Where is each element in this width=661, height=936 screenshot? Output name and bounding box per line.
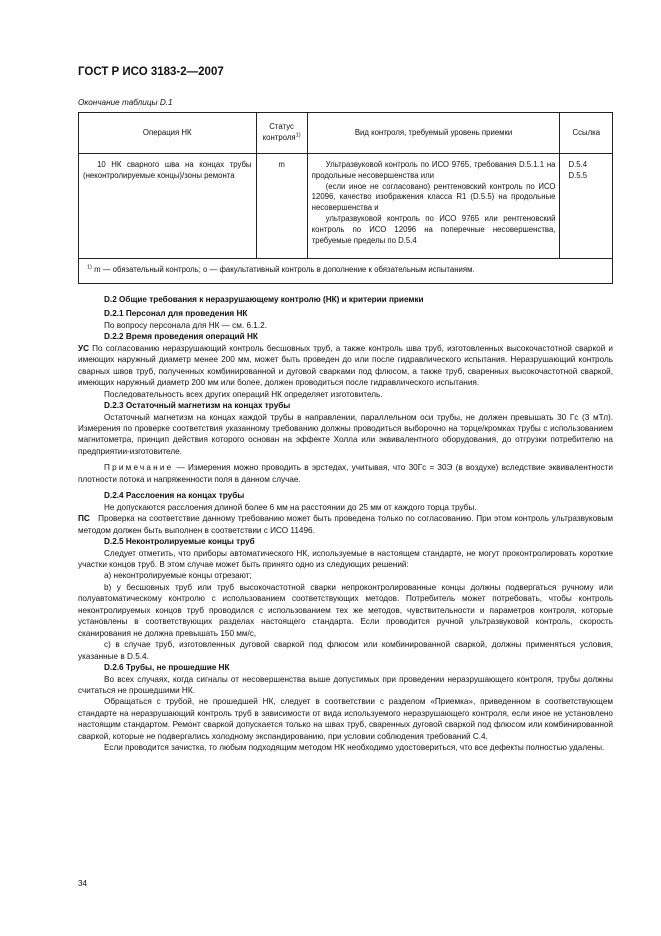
- list-item-b: b) у бесшовных труб или труб высокочастотной сварки непроконтролированные концы должны подвергаться ручному или полуавтоматическому контролю с использованием соответствующих методов. Потребитель может потребовать, чтобы контроль неконтролируемых концов труб проводился с использованием тех же методов, чувствительности и параметров контроля, которые установлены в соответствующих разделах настоящего стандарта. Если проводится ручной ультразвуковой контроль, скорость сканирования не должна превышать 150 мм/с,: [78, 582, 613, 638]
- header-status-text: Статус контроля: [262, 122, 296, 142]
- header-status: [256, 113, 307, 154]
- document-header: ГОСТ Р ИСО 3183-2—2007: [78, 66, 224, 78]
- paragraph-ps: [78, 513, 613, 536]
- paragraph: По вопросу персонала для НК — см. 6.1.2.: [104, 320, 267, 330]
- header-operation: Операция НК: [79, 113, 257, 154]
- section-heading-d26: D.2.6 Трубы, не прошедшие НК: [104, 663, 230, 673]
- section-heading-d24: D.2.4 Расслоения на концах трубы: [104, 491, 245, 501]
- section-heading-d2: D.2 Общие требования к неразрушающему контролю (НК) и критерии приемки: [104, 295, 424, 304]
- section-heading-d25: D.2.5 Неконтролируемые концы труб: [104, 537, 255, 547]
- section-heading-d22: D.2.2 Время проведения операций НК: [104, 332, 258, 342]
- note: [78, 462, 613, 485]
- paragraph: Если проводится зачистка, то любым подходящим методом НК необходимо удостовериться, что все дефекты полностью удалены.: [104, 743, 605, 753]
- table-d1: [78, 112, 613, 284]
- header-type: Вид контроля, требуемый уровень приемки: [307, 113, 560, 154]
- section-heading-d21: D.2.1 Персонал для проведения НК: [104, 309, 248, 319]
- cell-type: [307, 154, 560, 259]
- paragraph: Не допускаются расслоения длиной более 6 мм на расстоянии до 25 мм от каждого торца трубы.: [104, 502, 477, 512]
- ref-item: D.5.5: [568, 170, 588, 180]
- section-heading-d23: D.2.3 Остаточный магнетизм на концах трубы: [104, 401, 291, 411]
- us-label: УС: [78, 343, 90, 353]
- table-footnote-row: [79, 259, 613, 284]
- note-text: — Измерения можно проводить в эрстедах, учитывая, что 30Гс = 30Э (в воздухе) вследствие эквивалентности плотности потока и напряженности поля в данном случае.: [78, 463, 613, 484]
- cell-status: m: [256, 154, 307, 259]
- cell-operation: 10 НК сварного шва на концах трубы (неконтролируемые концы)/зоны ремонта: [79, 154, 257, 259]
- cell-ref: [560, 154, 613, 259]
- paragraph: Обращаться с трубой, не прошедшей НК, следует в соответствии с разделом «Приемка», приведенном в соответствующем стандарте на неразрушающий контроль труб в зависимости от вида используемого неразрушающего контроля, если иное не установлено настоящим стандартом. Ремонт сваркой допускается только на швах труб, сваренных дуговой сваркой под флюсом или комбинированной сваркой, которые не подвергались холодному экспандированию, при условии соблюдения требований С.4.: [78, 697, 613, 741]
- type-line: (если иное не согласовано) рентгеновский контроль по ИСО 12096, качество изображения класса R1 (D.5.5) на продольные несовершенства и: [311, 181, 556, 213]
- page-number: 34: [78, 879, 88, 888]
- ps-text: Проверка на соответствие данному требованию может быть проведена только по согласованию. При этом контроль ультразвуковым методом должен быть выполнен в соответствии с ИСО 11496.: [78, 514, 613, 535]
- table-caption: Окончание таблицы D.1: [78, 98, 173, 107]
- ps-label: ПС: [78, 514, 90, 524]
- header-status-sup: 1): [295, 132, 301, 139]
- paragraph: Последовательность всех других операций НК определяет изготовитель.: [104, 389, 383, 399]
- note-label: Примечание: [104, 463, 174, 473]
- footnote-text: m — обязательный контроль; о — факультативный контроль в дополнение к обязательным испытаниям.: [94, 265, 475, 274]
- ref-item: D.5.4: [568, 160, 588, 169]
- paragraph-us: [78, 343, 613, 389]
- table-header-row: [79, 113, 613, 154]
- paragraph: Следует отметить, что приборы автоматического НК, используемые в настоящем стандарте, не могут проконтролировать короткие участки концов труб. В этом случае может быть принято одно из следующих решений:: [78, 548, 613, 569]
- type-line: ультразвуковой контроль по ИСО 9765 или рентгеновский контроль по ИСО 12096 на поперечные несовершенства, требуемые пределы по D.5.4: [311, 213, 556, 245]
- footnote-sup: 1): [87, 264, 92, 271]
- table-footnote: [79, 259, 613, 284]
- paragraph: Остаточный магнетизм на концах каждой трубы в направлении, параллельном оси трубы, не должен превышать 30 Гс (3 мТл). Измерения по проверке соответствия указанному требованию должны проводиться выборочно на торце/кромках трубы с использованием магнитометра, принцип действия которого основан на эффекте Холла или эквивалентного оборудования, до отгрузки потребителю на предприятии-изготовителе.: [78, 412, 613, 456]
- document-body: [78, 294, 613, 754]
- list-item-a: a) неконтролируемые концы отрезают;: [104, 571, 252, 581]
- list-item-c: c) в случае труб, изготовленных дуговой сваркой под флюсом или комбинированной сваркой, должны применяться условия, указанные в D.5.4.: [78, 640, 613, 661]
- paragraph: Во всех случаях, когда сигналы от несовершенства выше допустимых при проведении неразрушающего контроля, трубы должны считаться не прошедшими НК.: [78, 674, 613, 695]
- type-line: Ультразвуковой контроль по ИСО 9765, требования D.5.1.1 на продольные несовершенства или: [311, 160, 556, 180]
- header-ref: Ссылка: [560, 113, 613, 154]
- us-text: По согласованию неразрушающий контроль бесшовных труб, а также контроль шва труб, изготовленных высокочастотной сваркой и имеющих наружный диаметр менее 200 мм, может быть проведен до или после гидравлического испытания. Неразрушающий контроль сварных швов труб, полученных комбинированной и дуговой сварками под флюсом, а также труб, сваренных высокочастотной сваркой, имеющих наружный диаметр 200 мм или более, должен проводиться после гидравлического испытания.: [78, 343, 613, 388]
- table-row: [79, 154, 613, 259]
